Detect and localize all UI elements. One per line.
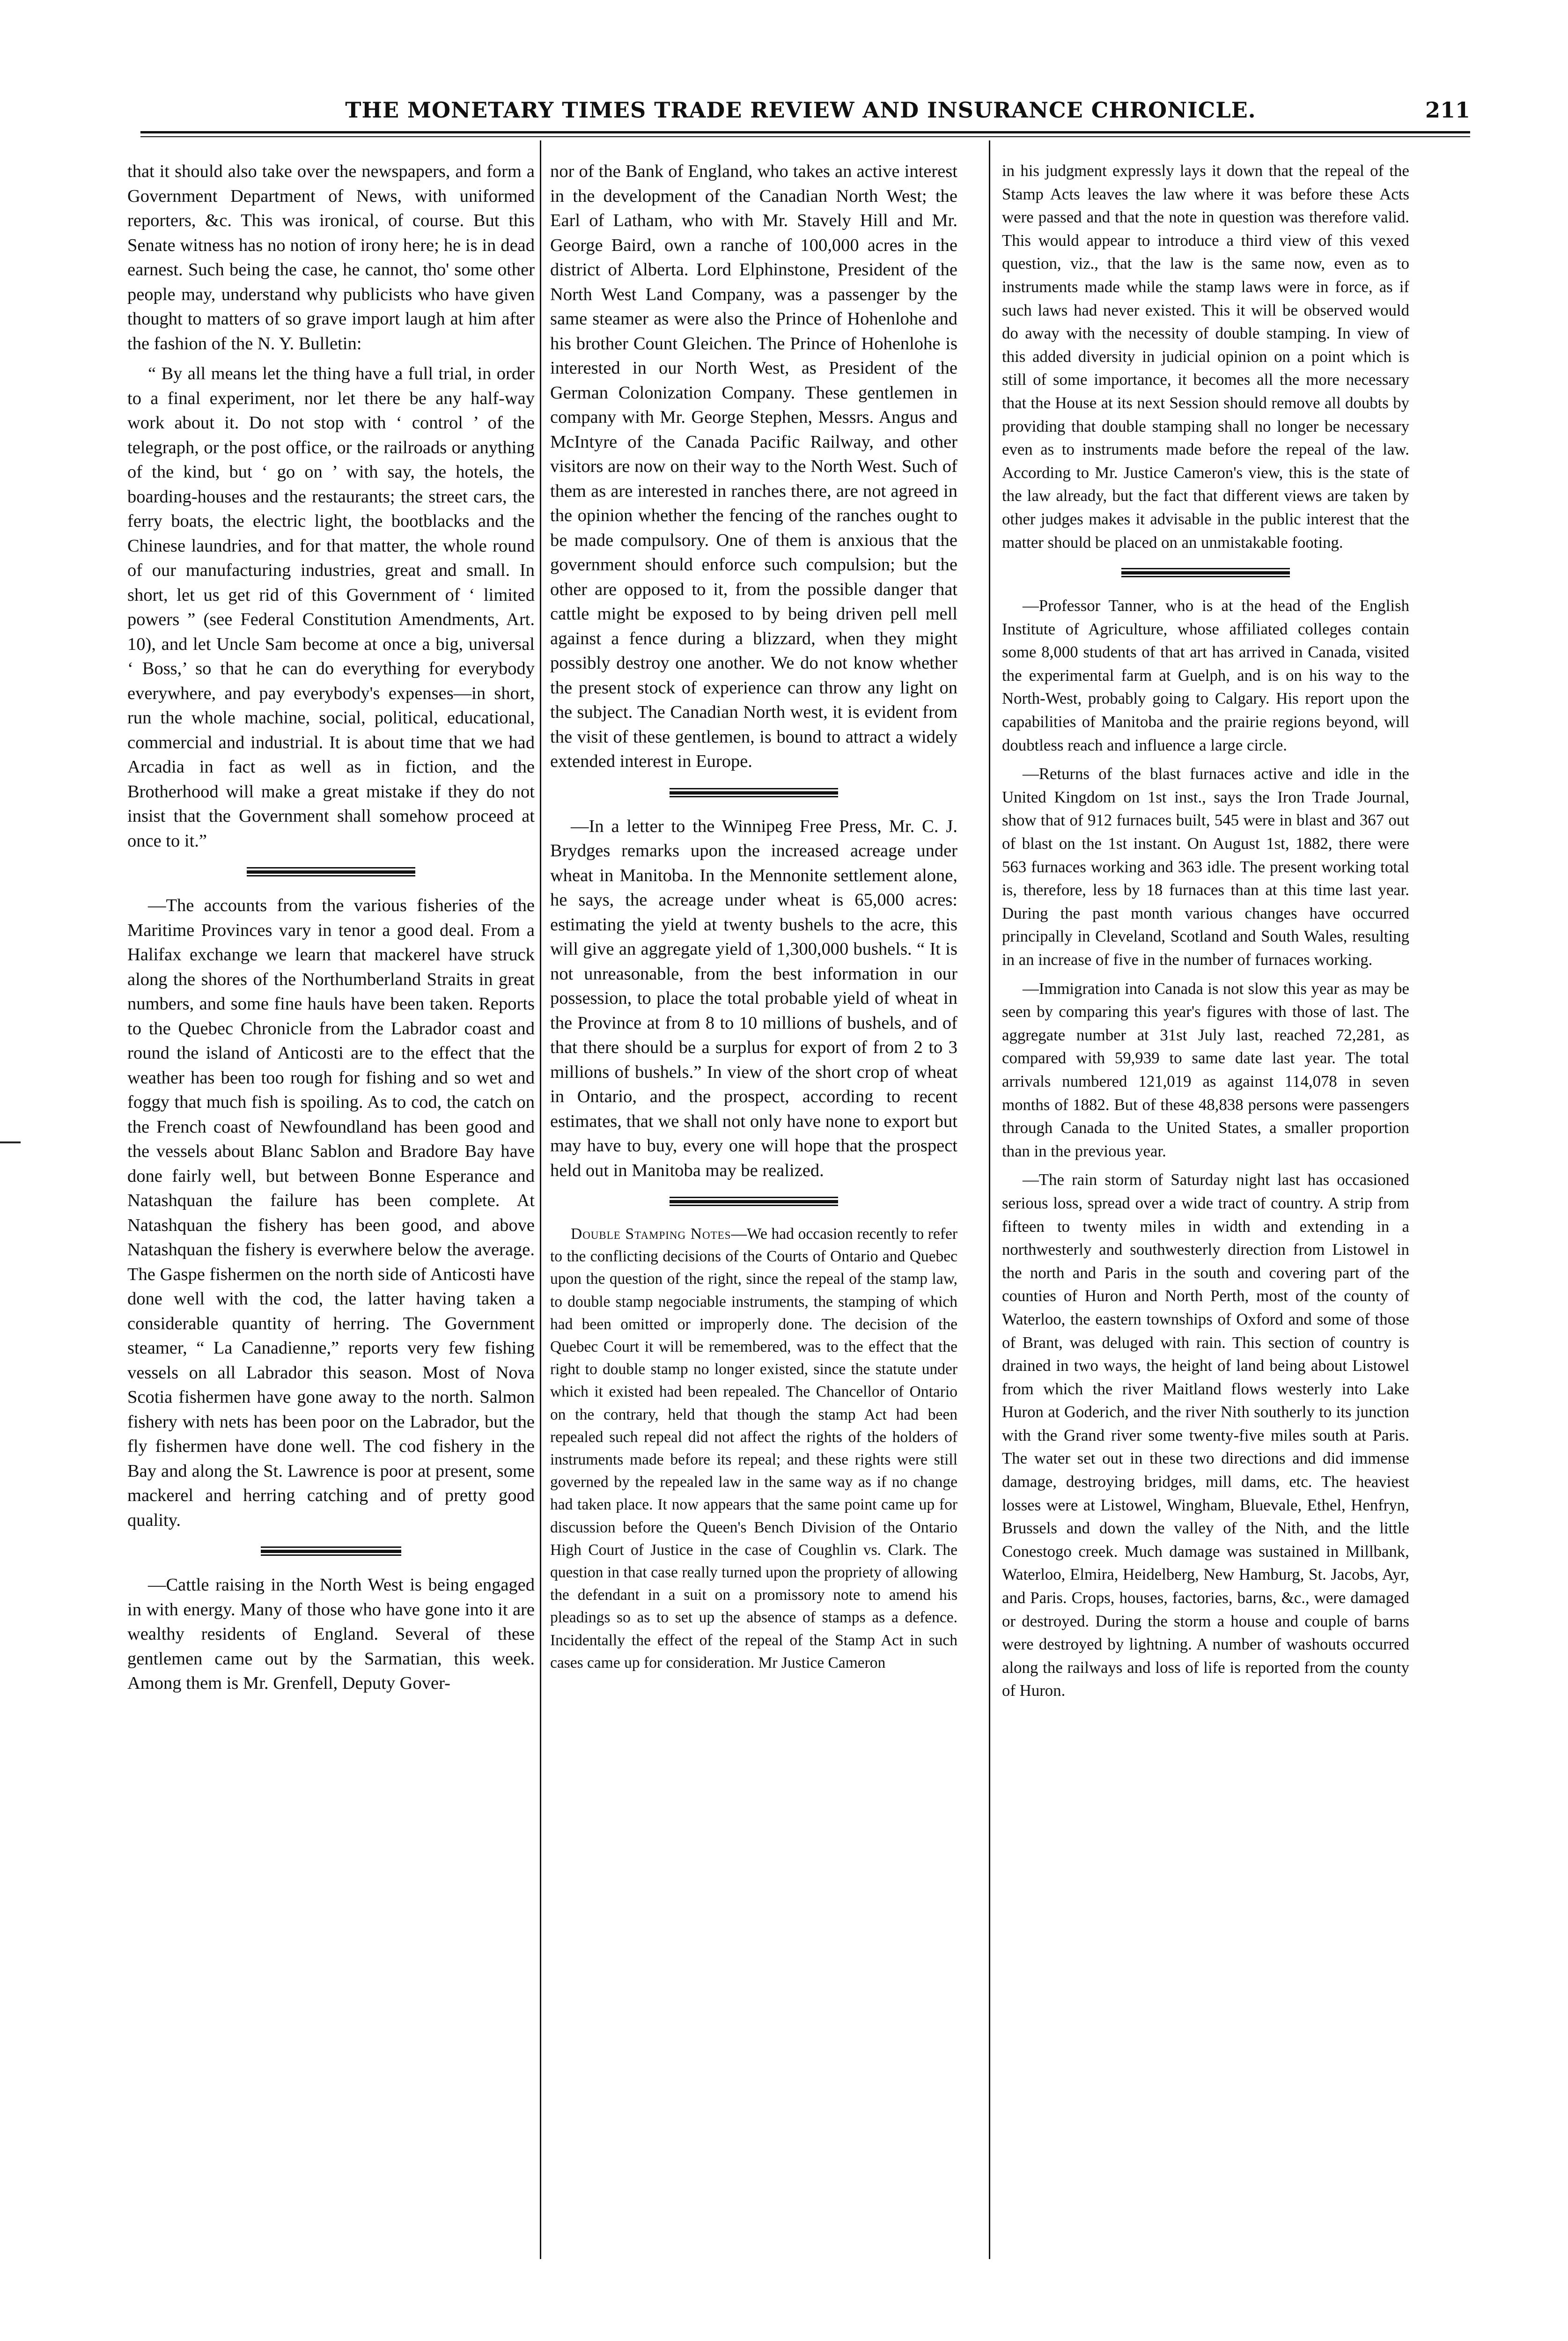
column-rule-right: [989, 140, 990, 2259]
article-cattle-continued: nor of the Bank of England, who takes an active interest in the development of the Canadian North West; the Earl of Latham, who with Mr. Stavely Hill and Mr. George Baird, own a ranche of 100,000 acres in the district of Alberta. Lord Elphinstone, President of the North West Land Company, was a passenger by the same steamer as were also the Prince of Hohenlohe and his brother Count Gleichen. The Prince of Hohenlohe is interested in our North West, as President of the German Colonization Company. These gentlemen in company with Mr. George Stephen, Messrs. Angus and McIntyre of the Canada Pacific Railway, and other visitors are now on their way to the North West. Such of them as are interested in ranches there, are not agreed in the opinion whether the fencing of the ranches ought to be made compulsory. One of them is anxious that the government should enforce such compulsion; but the other are opposed to it, from the possible danger that cattle might be exposed to by being driven pell mell against a fence during a blizzard, when they might possibly destroy one another. We do not know whether the present stock of experience can throw any light on the subject. The Canadian North west, it is evident from the visit of these gentlemen, is bound to attract a widely extended interest in Europe.: [550, 162, 957, 771]
section-separator: [247, 867, 415, 876]
header-rule-thick: [140, 131, 1470, 133]
section-separator: [1121, 568, 1290, 577]
section-separator: [670, 1197, 838, 1206]
page-number: 211: [1425, 97, 1470, 123]
quoted-passage: “ By all means let the thing have a full trial, in order to a final experiment, nor let there be any half-way work about it. Do not stop with ‘ control ’ of the telegraph, or the post office, or the railroads or anything of the kind, but ‘ go on ’ with say, the hotels, the boarding-houses and the restaurants; the street cars, the ferry boats, the electric light, the bootblacks and the Chinese laundries, and for that matter, the whole round of our manufacturing industries, great and small. In short, let us get rid of this Government of ‘ limited powers ” (see Federal Constitution Amendments, Art. 10), and let Uncle Sam become at once a big, universal ‘ Boss,’ so that he can do everything for everybody everywhere, and pay everybody's expenses—in short, run the whole machine, social, political, educational, commercial and industrial. It is about time that we had Arcadia in fact as well as in fiction, and the Brotherhood will make a great mistake if they do not insist that the Government shall somehow proceed at once to it.”: [127, 364, 535, 851]
header-rule-thin: [140, 136, 1470, 137]
article-professor-tanner: —Professor Tanner, who is at the head of the English Institute of Agriculture, whose affiliated colleges contain some 8,000 students of that art has arrived in Canada, visited the experimental farm at Guelph, and is on his way to the North-West, probably going to Calgary. His report upon the capabilities of Manitoba and the prairie regions beyond, will doubtless reach and influence a large circle.: [1002, 596, 1409, 754]
article-fisheries: —The accounts from the various fisheries of the Maritime Provinces vary in tenor a good deal. From a Halifax exchange we learn that mackerel have struck along the shores of the Northumberland Straits in great numbers, and some fine hauls have been taken. Reports to the Quebec Chronicle from the Labrador coast and round the island of Anticosti are to the effect that the weather has been too rough for fishing and so wet and foggy that much fish is spoiling. As to cod, the catch on the French coast of Newfoundland has been good and the vessels about Blanc Sablon and Bradore Bay have done fairly well, but between Bonne Esperance and Natashquan the failure has been complete. At Natashquan the fishery has been good, and above Natashquan the fishery is everwhere below the average. The Gaspe fishermen on the north side of Anticosti have done well with the cod, the latter having taken a considerable quantity of herring. The Government steamer, “ La Canadienne,” reports very few fishing vessels on all Labrador this season. Most of Nova Scotia fishermen have gone away to the north. Salmon fishery with nets has been poor on the Labrador, but the fly fishermen have done well. The cod fishery in the Bay and along the St. Lawrence is poor at present, some mackerel and herring catching and of pretty good quality.: [127, 896, 535, 1530]
article-text: that it should also take over the newspapers, and form a Government Department of News, with uniformed reporters, &c. This was ironical, of course. But this Senate witness has no notion of irony here; he is in dead earnest. Such being the case, he cannot, tho' some other people may, understand why publicists who have given thought to matters of so grave import laugh at him after the fashion of the N. Y. Bulletin:: [127, 162, 535, 353]
margin-mark: [0, 1141, 21, 1143]
article-cattle: —Cattle raising in the North West is being engaged in with energy. Many of those who have gone into it are wealthy residents of England. Several of these gentlemen came out by the Sarmatian, this week. Among them is Mr. Grenfell, Deputy Gover-: [127, 1575, 535, 1693]
article-lead-in: Double Stamping Notes: [571, 1225, 731, 1243]
page-header: [140, 94, 1470, 126]
column-1: [127, 159, 535, 1701]
section-separator: [261, 1546, 401, 1556]
article-rain-storm: —The rain storm of Saturday night last has occasioned serious loss, spread over a wide tract of country. A strip from fifteen to twenty miles in width and extending in a northwesterly and southwesterly direction from Listowel in the north and Paris in the south and covering part of the counties of Huron and North Perth, most of the county of Waterloo, the eastern townships of Oxford and some of those of Brant, was deluged with rain. This section of country is drained in two ways, the height of land being about Listowel from which the river Maitland flows westerly into Lake Huron at Goderich, and the river Nith southerly to its junction with the Grand river some twenty-five miles south at Paris. The water set out in these two directions and did immense damage, destroying bridges, mill dams, etc. The heaviest losses were at Listowel, Wingham, Bluevale, Ethel, Henfryn, Brussels and down the valley of the Nith, and the little Conestogo creek. Much damage was sustained in Millbank, Waterloo, Elmira, Heidelberg, New Hamburg, St. Jacobs, Ayr, and Paris. Crops, houses, factories, barns, &c., were damaged or destroyed. During the storm a house and couple of barns were destroyed by lightning. A number of washouts occurred along the railways and loss of life is reported from the county of Huron.: [1002, 1170, 1409, 1700]
running-title: THE MONETARY TIMES TRADE REVIEW AND INSURANCE CHRONICLE.: [345, 97, 1256, 123]
article-immigration: —Immigration into Canada is not slow this year as may be seen by comparing this year's figures with those of last. The aggregate number at 31st July last, reached 72,281, as compared with 59,939 to same date last year. The total arrivals numbered 121,019 as against 114,078 in seven months of 1882. But of these 48,838 persons were passengers through Canada to the United States, a smaller proportion than in the previous year.: [1002, 979, 1409, 1160]
article-double-stamping: [550, 1223, 957, 1674]
section-separator: [670, 788, 838, 797]
article-wheat: —In a letter to the Winnipeg Free Press, Mr. C. J. Brydges remarks upon the increased acreage under wheat in Manitoba. In the Mennonite settlement alone, he says, the acreage under wheat is 65,000 acres: estimating the yield at twenty bushels to the acre, this will give an aggregate yield of 1,300,000 bushels. “ It is not unreasonable, from the best information in our possession, to place the total probable yield of wheat in the Province at from 8 to 10 millions of bushels, and of that there should be a surplus for export of from 2 to 3 millions of bushels.” In view of the short crop of wheat in Ontario, and the prospect, according to recent estimates, that we shall not only have none to export but may have to buy, every one will hope that the prospect held out in Manitoba may be realized.: [550, 816, 957, 1180]
column-rule-left: [540, 140, 541, 2259]
article-double-stamping-continued: in his judgment expressly lays it down that the repeal of the Stamp Acts leaves the law where it was before these Acts were passed and that the note in question was therefore valid. This would appear to introduce a third view of this vexed question, viz., that the law is the same now, even as to instruments made while the stamp laws were in force, as if such laws had never existed. This it will be observed would do away with the necessity of double stamping. In view of this added diversity in judicial opinion on a point which is still of some importance, it becomes all the more necessary that the House at its next Session should remove all doubts by providing that double stamping shall no longer be necessary even as to instruments made before the repeal of the law. According to Mr. Justice Cameron's view, this is the state of the law already, but the fact that different views are taken by other judges makes it advisable in the public interest that the matter should be placed on an unmistakable footing.: [1002, 162, 1409, 552]
column-3: [1002, 159, 1409, 1708]
article-double-stamping-body: —We had occasion recently to refer to the conflicting decisions of the Courts of Ontario and Quebec upon the question of the right, since the repeal of the stamp law, to double stamp negociable instruments, the stamping of which had been omitted or improperly done. The decision of the Quebec Court it will be remembered, was to the effect that the right to double stamp no longer existed, since the statute under which it existed had been repealed. The Chancellor of Ontario on the contrary, held that though the stamp Act had been repealed such repeal did not affect the rights of the holders of instruments made before its repeal; and these rights were still governed by the repealed law in the same way as if no change had taken place. It now appears that the same point came up for discussion before the Queen's Bench Division of the Ontario High Court of Justice in the case of Coughlin vs. Clark. The question in that case really turned upon the propriety of allowing the defendant in a suit on a promissory note to amend his pleadings so as to set up the absence of stamps as a defence. Incidentally the effect of the repeal of the Stamp Act in such cases came up for consideration. Mr Justice Cameron: [550, 1225, 958, 1671]
column-2: [550, 159, 957, 1680]
article-blast-furnaces: —Returns of the blast furnaces active and idle in the United Kingdom on 1st inst., says the Iron Trade Journal, show that of 912 furnaces built, 545 were in blast and 367 out of blast on the 1st instant. On August 1st, 1882, there were 563 furnaces working and 363 idle. The present working total is, therefore, less by 18 furnaces than at this time last year. During the past month various changes have occurred principally in Cleveland, Scotland and South Wales, resulting in an increase of five in the number of furnaces working.: [1002, 765, 1409, 969]
